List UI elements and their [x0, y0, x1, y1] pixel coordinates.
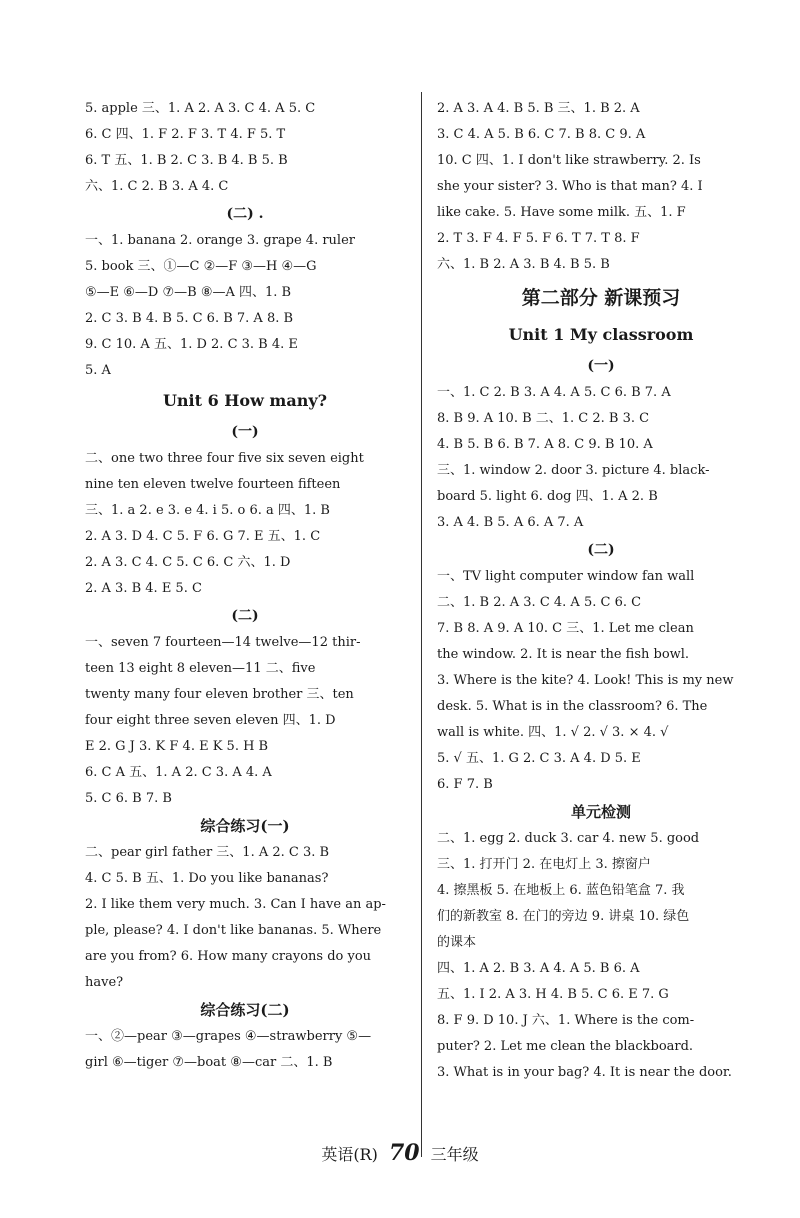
left-column — [85, 96, 405, 1076]
section-subheading: (二) . — [226, 206, 264, 222]
answer-line: 们的新教室 8. 在门的旁边 9. 讲桌 10. 绿色 — [437, 909, 690, 924]
answer-line: 5. √ 五、1. G 2. C 3. A 4. D 5. E — [437, 751, 641, 766]
answer-line: wall is white. 四、1. √ 2. √ 3. × 4. √ — [437, 725, 669, 740]
answer-line: 3. C 4. A 5. B 6. C 7. B 8. C 9. A — [437, 127, 646, 142]
answer-line: twenty many four eleven brother 三、ten — [85, 687, 354, 702]
answer-line: board 5. light 6. dog 四、1. A 2. B — [437, 489, 658, 504]
section-subheading: (一) — [231, 424, 259, 440]
section-heading: 综合练习(二) — [200, 1001, 290, 1019]
answer-line: nine ten eleven twelve fourteen fifteen — [85, 477, 341, 492]
answer-line: are you from? 6. How many crayons do you — [85, 949, 372, 964]
answer-line: 一、②—pear ③—grapes ④—strawberry ⑤— — [85, 1029, 372, 1044]
unit-heading: Unit 6 How many? — [162, 391, 328, 410]
answer-line: 2. A 3. B 4. E 5. C — [85, 581, 202, 596]
section-subheading: (二) — [587, 542, 615, 558]
answer-line: 一、1. banana 2. orange 3. grape 4. ruler — [85, 233, 355, 248]
answer-line: 3. Where is the kite? 4. Look! This is my new — [437, 673, 734, 688]
unit-heading: Unit 1 My classroom — [508, 325, 694, 344]
part-heading: 第二部分 新课预习 — [521, 287, 681, 309]
answer-line: 6. T 五、1. B 2. C 3. B 4. B 5. B — [85, 153, 288, 168]
answer-line: 2. C 3. B 4. B 5. C 6. B 7. A 8. B — [85, 311, 294, 326]
answer-line: 8. B 9. A 10. B 二、1. C 2. B 3. C — [437, 411, 650, 426]
answer-line: 3. What is in your bag? 4. It is near the door. — [437, 1065, 732, 1080]
answer-line: 二、one two three four five six seven eight — [85, 451, 364, 466]
answer-line: 2. I like them very much. 3. Can I have an ap- — [85, 897, 386, 912]
answer-line: 6. C A 五、1. A 2. C 3. A 4. A — [85, 765, 272, 780]
answer-line: like cake. 5. Have some milk. 五、1. F — [437, 205, 686, 220]
answer-line: 2. A 3. A 4. B 5. B 三、1. B 2. A — [437, 101, 640, 116]
answer-line: 六、1. C 2. B 3. A 4. C — [85, 179, 229, 194]
answer-line: 2. A 3. C 4. C 5. C 6. C 六、1. D — [85, 555, 291, 570]
answer-line: have? — [85, 975, 124, 990]
answer-line: girl ⑥—tiger ⑦—boat ⑧—car 二、1. B — [85, 1055, 333, 1070]
answer-line: the window. 2. It is near the fish bowl. — [437, 647, 690, 662]
footer-subject: 英语(R) — [321, 1145, 378, 1164]
section-subheading: (一) — [587, 358, 615, 374]
answer-line: 6. F 7. B — [437, 777, 493, 792]
answer-line: desk. 5. What is in the classroom? 6. The — [437, 699, 708, 714]
answer-line: 五、1. I 2. A 3. H 4. B 5. C 6. E 7. G — [437, 987, 669, 1002]
answer-line: 2. A 3. D 4. C 5. F 6. G 7. E 五、1. C — [85, 529, 321, 544]
answer-line: 一、1. C 2. B 3. A 4. A 5. C 6. B 7. A — [437, 385, 671, 400]
answer-line: 的课本 — [437, 935, 477, 950]
answer-line: 三、1. 打开门 2. 在电灯上 3. 擦窗户 — [437, 857, 651, 872]
page-footer — [0, 1140, 800, 1166]
answer-line: 二、1. B 2. A 3. C 4. A 5. C 6. C — [437, 595, 642, 610]
answer-line: 8. F 9. D 10. J 六、1. Where is the com- — [437, 1013, 695, 1028]
right-column — [437, 96, 765, 1086]
answer-line: 二、pear girl father 三、1. A 2. C 3. B — [85, 845, 330, 860]
answer-line: 7. B 8. A 9. A 10. C 三、1. Let me clean — [437, 621, 694, 636]
answer-line: 5. apple 三、1. A 2. A 3. C 4. A 5. C — [85, 101, 316, 116]
answer-line: 4. 擦黑板 5. 在地板上 6. 蓝色铅笔盒 7. 我 — [437, 883, 685, 898]
answer-line: 10. C 四、1. I don't like strawberry. 2. Is — [437, 153, 701, 168]
section-heading: 综合练习(一) — [200, 817, 290, 835]
answer-line: 二、1. egg 2. duck 3. car 4. new 5. good — [437, 831, 700, 846]
answer-line: 5. A — [85, 363, 111, 378]
answer-line: 六、1. B 2. A 3. B 4. B 5. B — [437, 257, 610, 272]
answer-line: ⑤—E ⑥—D ⑦—B ⑧—A 四、1. B — [85, 285, 292, 300]
answer-line: 4. C 5. B 五、1. Do you like bananas? — [85, 871, 329, 886]
section-subheading: (二) — [231, 608, 259, 624]
answer-line: 3. A 4. B 5. A 6. A 7. A — [437, 515, 584, 530]
answer-line: E 2. G J 3. K F 4. E K 5. H B — [85, 739, 269, 754]
answer-line: 一、seven 7 fourteen—14 twelve—12 thir- — [85, 635, 361, 650]
answer-line: 三、1. a 2. e 3. e 4. i 5. o 6. a 四、1. B — [85, 503, 330, 518]
answer-line: puter? 2. Let me clean the blackboard. — [437, 1039, 694, 1054]
answer-line: 三、1. window 2. door 3. picture 4. black- — [437, 463, 710, 478]
answer-line: ple, please? 4. I don't like bananas. 5. Where — [85, 923, 382, 938]
answer-line: 2. T 3. F 4. F 5. F 6. T 7. T 8. F — [437, 231, 640, 246]
answer-line: 5. C 6. B 7. B — [85, 791, 172, 806]
answer-line: 4. B 5. B 6. B 7. A 8. C 9. B 10. A — [437, 437, 653, 452]
section-heading: 单元检测 — [570, 803, 631, 821]
answer-line: 6. C 四、1. F 2. F 3. T 4. F 5. T — [85, 127, 286, 142]
column-divider — [421, 92, 422, 1157]
answer-line: 一、TV light computer window fan wall — [437, 569, 695, 584]
answer-line: four eight three seven eleven 四、1. D — [85, 713, 336, 728]
page-number: 70 — [388, 1140, 420, 1166]
answer-line: teen 13 eight 8 eleven—11 二、five — [85, 661, 316, 676]
answer-line: 四、1. A 2. B 3. A 4. A 5. B 6. A — [437, 961, 640, 976]
answer-line: 5. book 三、①—C ②—F ③—H ④—G — [85, 259, 317, 274]
answer-line: 9. C 10. A 五、1. D 2. C 3. B 4. E — [85, 337, 298, 352]
footer-grade: 三年级 — [430, 1145, 479, 1164]
answer-line: she your sister? 3. Who is that man? 4. I — [437, 179, 703, 194]
